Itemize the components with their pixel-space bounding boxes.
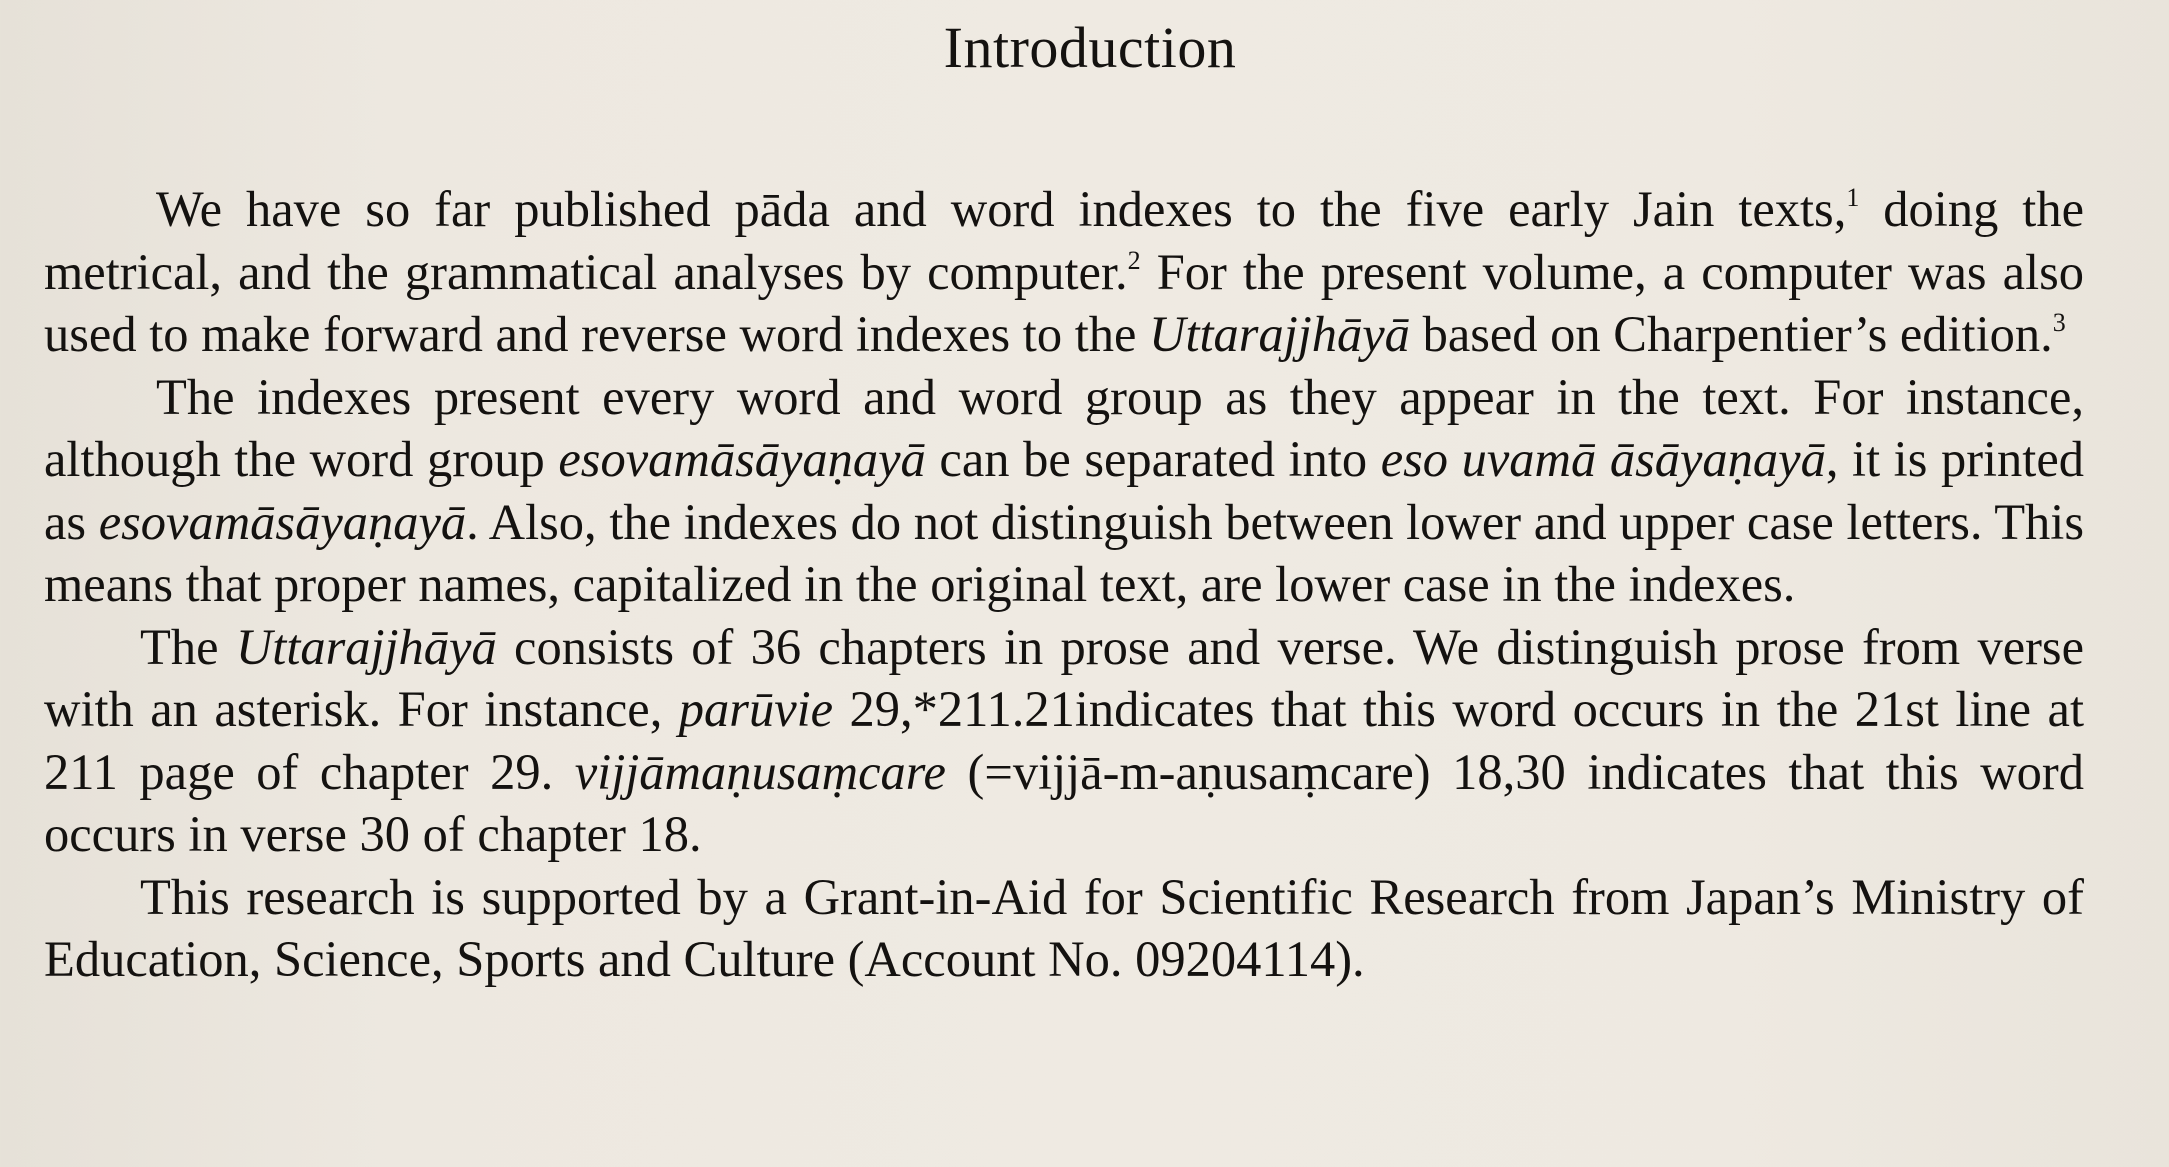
body-text	[44, 178, 2084, 991]
italic-term: Uttarajjhāyā	[1149, 306, 1410, 362]
text-run: 29,*211.21indicates that this word occurs in the 21st line at 211 page of chapter 29.	[44, 681, 2084, 800]
paragraph	[44, 366, 2084, 616]
paragraph	[44, 178, 2084, 366]
paragraph	[44, 616, 2084, 866]
text-run: doing the metrical, and the grammatical analyses by computer.	[44, 181, 2084, 300]
footnote-marker: 1	[1846, 183, 1860, 212]
text-run: The	[140, 618, 236, 675]
text-run: consists of 36 chapters in prose and verse. We distinguish prose from verse with an asterisk. For instance,	[44, 618, 2084, 737]
text-run: , it is printed as	[44, 431, 2084, 550]
text-run: can be separated into	[925, 431, 1381, 487]
italic-term: esovamāsāyaṇayā	[558, 431, 926, 487]
footnote-marker: 3	[2052, 308, 2066, 337]
text-run: The indexes present every word and word group as they appear in the text. For instance, although the word group	[44, 368, 2084, 487]
text-run: We have so far published pāda and word indexes to the five early Jain texts,	[156, 181, 1847, 237]
text-run: For the present volume, a computer was also used to make forward and reverse word indexes to the	[44, 243, 2085, 362]
italic-term: esovamāsāyaṇayā	[98, 493, 467, 550]
text-run: This research is supported by a Grant-in-Aid for Scientific Research from Japan’s Ministry of Education, Science, Sports and Culture (Account No. 09204114).	[44, 868, 2084, 987]
text-run: based on Charpentier’s edition.	[1409, 306, 2053, 362]
text-run: . Also, the indexes do not distinguish between lower and upper case letters. This means that proper names, capitalized in the original text, are lower case in the indexes.	[44, 493, 2084, 612]
italic-term: eso uvamā āsāyaṇayā	[1380, 431, 1826, 487]
page-title: Introduction	[943, 15, 1237, 80]
text-run: (=vijjā-m-aṇusaṃcare) 18,30 indicates that this word occurs in verse 30 of chapter 18.	[44, 743, 2084, 862]
paragraph	[44, 866, 2084, 991]
italic-term: Uttarajjhāyā	[235, 618, 497, 675]
italic-term: vijjāmaṇusaṃcare	[574, 743, 946, 800]
italic-term: parūvie	[678, 681, 834, 737]
footnote-marker: 2	[1127, 245, 1141, 275]
